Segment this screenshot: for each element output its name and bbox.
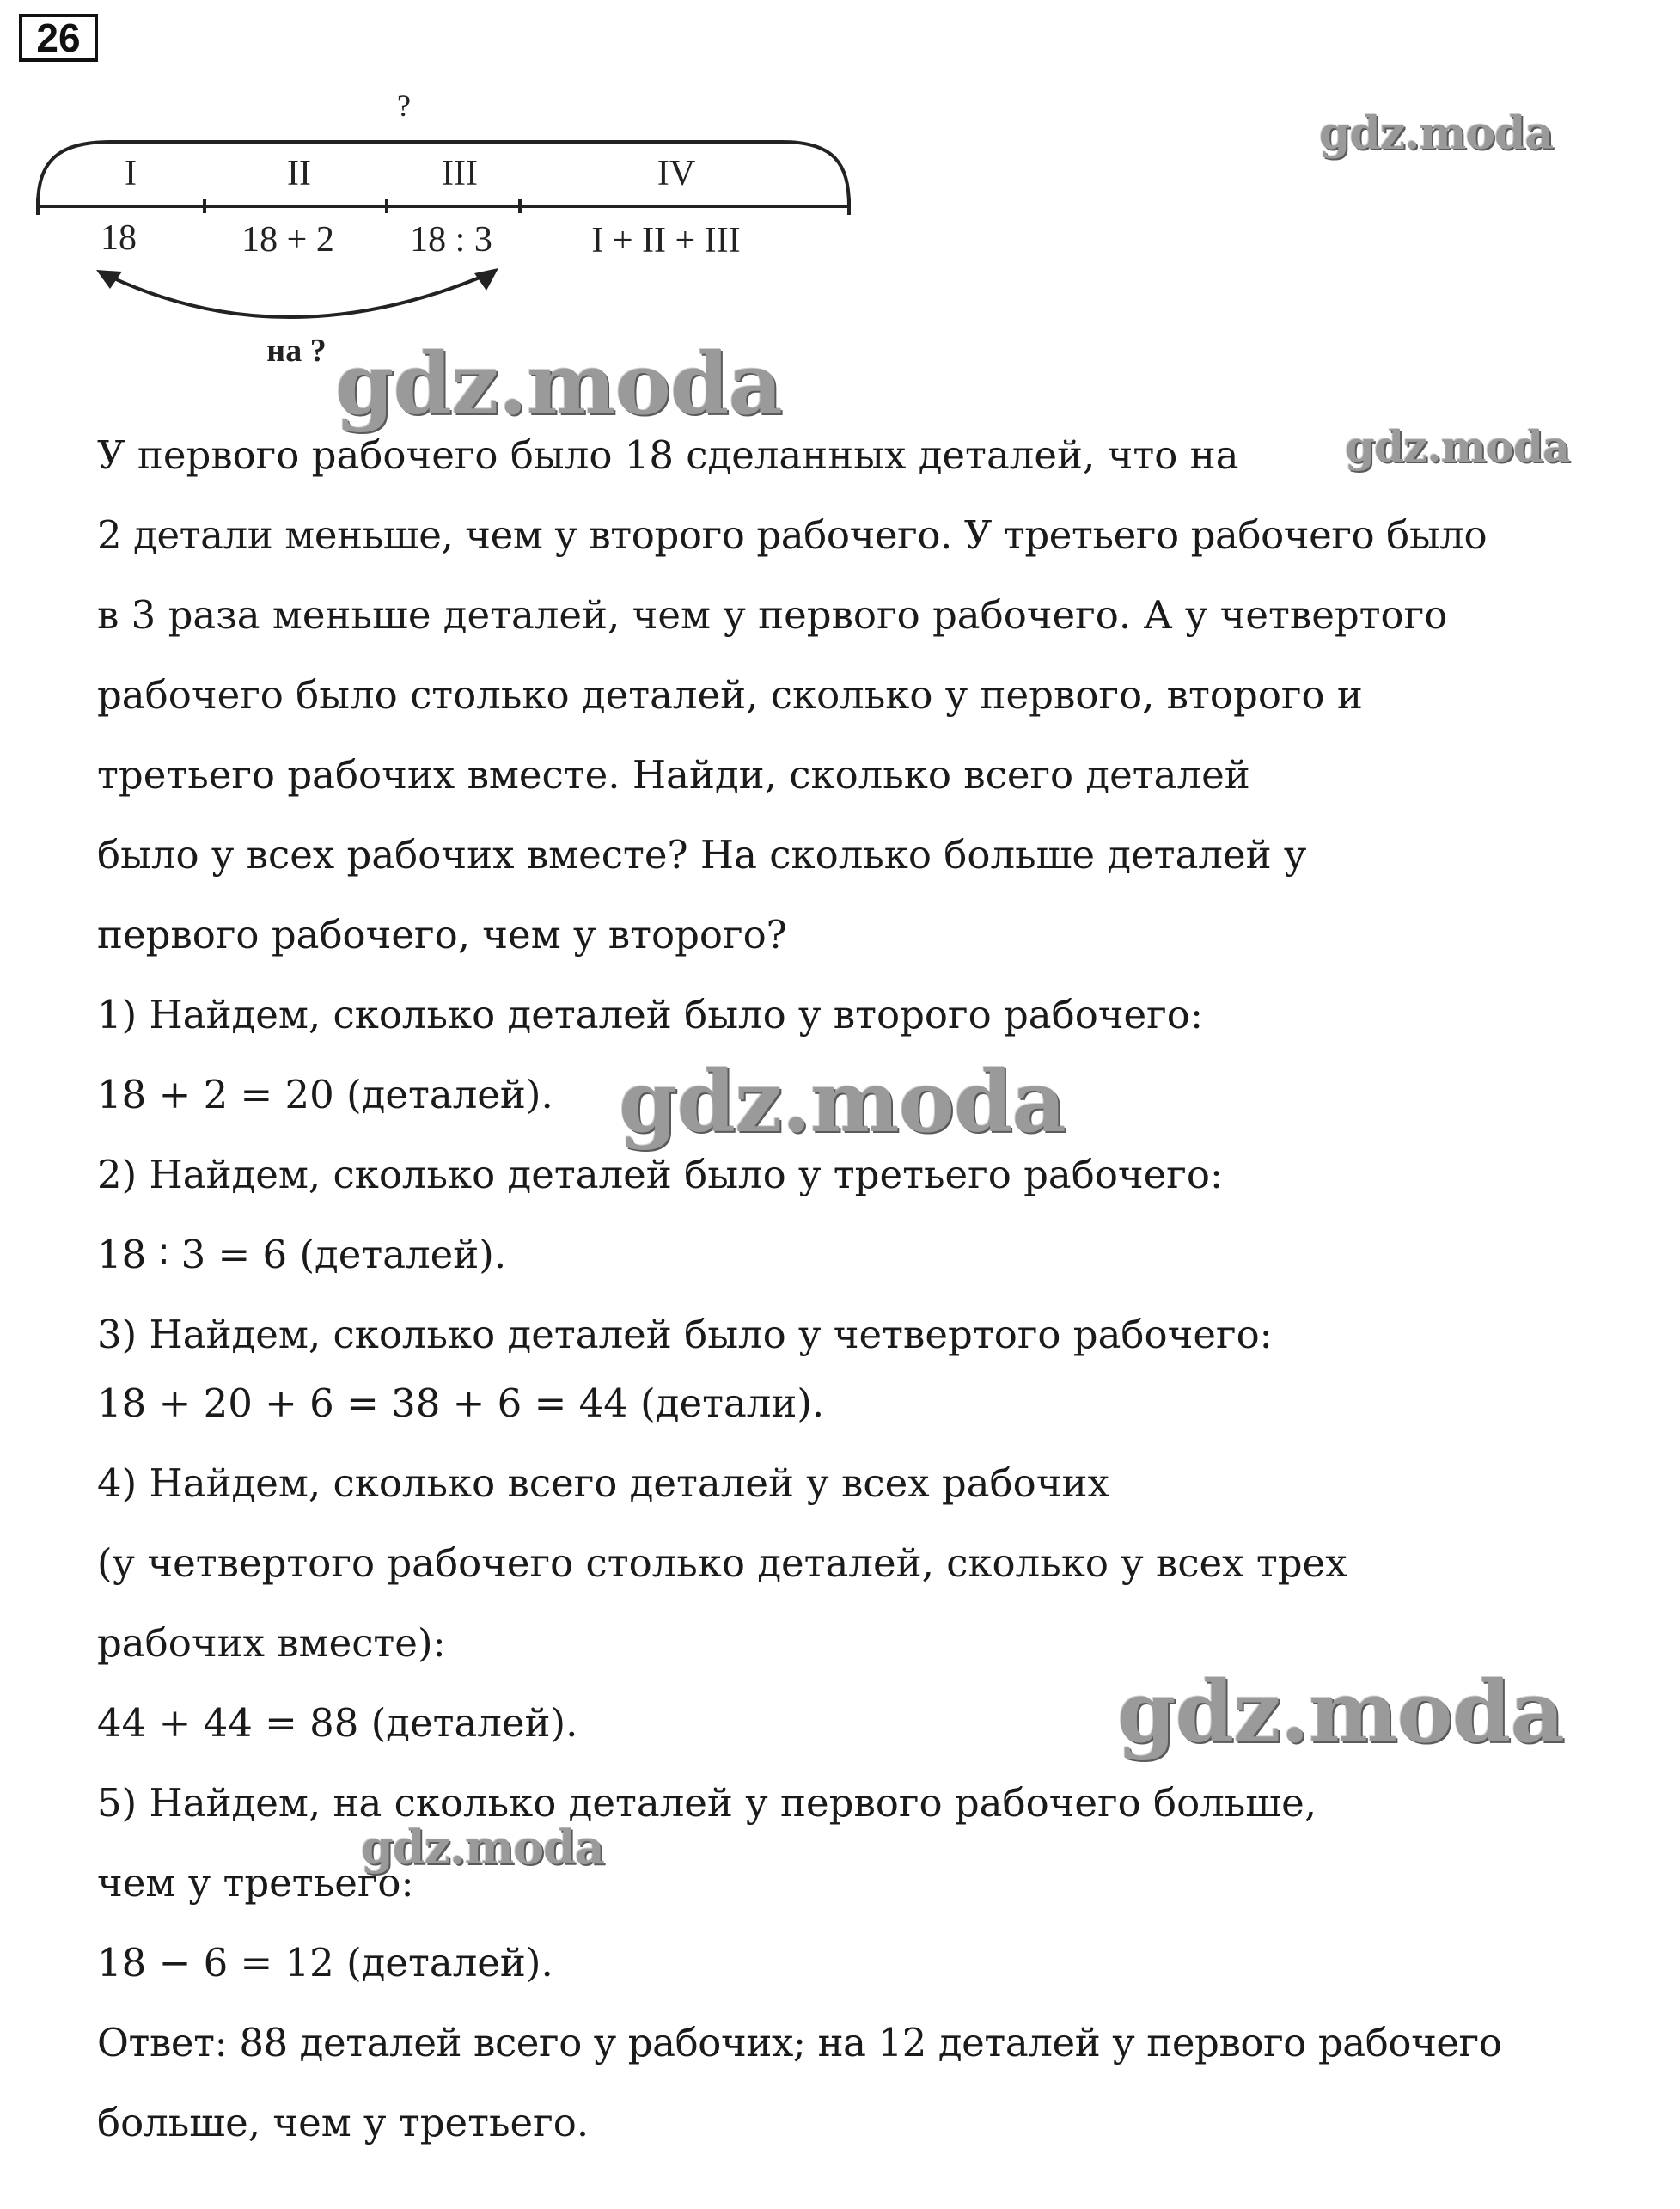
- total-question: ?: [397, 89, 411, 123]
- segment-label-III: III: [442, 154, 478, 193]
- watermark: gdz.moda: [335, 335, 782, 434]
- solution-step: 3) Найдем, сколько деталей было у четвертого рабочего:: [97, 1312, 1273, 1357]
- problem-line: рабочего было столько деталей, сколько у первого, второго и: [97, 672, 1363, 718]
- solution-equation: 44 + 44 = 88 (деталей).: [97, 1700, 578, 1746]
- segment-value-III: 18 : 3: [410, 220, 492, 260]
- solution-equation: 18 ∶ 3 = 6 (деталей).: [97, 1232, 507, 1277]
- solution-step: 1) Найдем, сколько деталей было у второго рабочего:: [97, 992, 1204, 1037]
- answer-line: Ответ: 88 деталей всего у рабочих; на 12 деталей у первого рабочего: [97, 2020, 1502, 2065]
- problem-line: в 3 раза меньше деталей, чем у первого рабочего. А у четвертого: [97, 592, 1448, 638]
- solution-step: 5) Найдем, на сколько деталей у первого рабочего больше,: [97, 1780, 1317, 1826]
- segment-value-IV: I + II + III: [591, 221, 741, 260]
- watermark: gdz.moda: [1117, 1663, 1564, 1762]
- problem-line: У первого рабочего было 18 сделанных деталей, что на: [97, 432, 1239, 478]
- compare-arc: [103, 273, 490, 317]
- problem-line: было у всех рабочих вместе? На сколько больше деталей у: [97, 832, 1307, 878]
- solution-step: чем у третьего:: [97, 1860, 414, 1906]
- problem-line: первого рабочего, чем у второго?: [97, 912, 787, 958]
- segment-label-IV: IV: [657, 154, 696, 193]
- segment-label-II: II: [287, 154, 311, 193]
- compare-label: на ?: [266, 333, 327, 369]
- segment-value-II: 18 + 2: [241, 220, 334, 260]
- problem-line: 2 детали меньше, чем у второго рабочего. У третьего рабочего было: [97, 512, 1488, 558]
- solution-equation: 18 + 20 + 6 = 38 + 6 = 44 (детали).: [97, 1380, 825, 1426]
- solution-equation: 18 − 6 = 12 (деталей).: [97, 1940, 553, 1986]
- solution-step: 2) Найдем, сколько деталей было у третьего рабочего:: [97, 1152, 1224, 1197]
- segment-label-I: I: [125, 154, 137, 193]
- watermark: gdz.moda: [361, 1820, 604, 1875]
- solution-step: рабочих вместе):: [97, 1620, 446, 1666]
- solution-step: (у четвертого рабочего столько деталей, сколько у всех трех: [97, 1540, 1347, 1586]
- problem-line: третьего рабочих вместе. Найди, сколько всего деталей: [97, 752, 1250, 798]
- solution-step: 4) Найдем, сколько всего деталей у всех рабочих: [97, 1460, 1109, 1506]
- solution-equation: 18 + 2 = 20 (деталей).: [97, 1072, 553, 1117]
- task-number: 26: [19, 14, 98, 62]
- watermark: gdz.moda: [1319, 107, 1554, 160]
- segment-value-I: 18: [101, 218, 137, 258]
- watermark: gdz.moda: [619, 1053, 1066, 1152]
- watermark: gdz.moda: [1345, 421, 1570, 472]
- answer-line: больше, чем у третьего.: [97, 2100, 590, 2145]
